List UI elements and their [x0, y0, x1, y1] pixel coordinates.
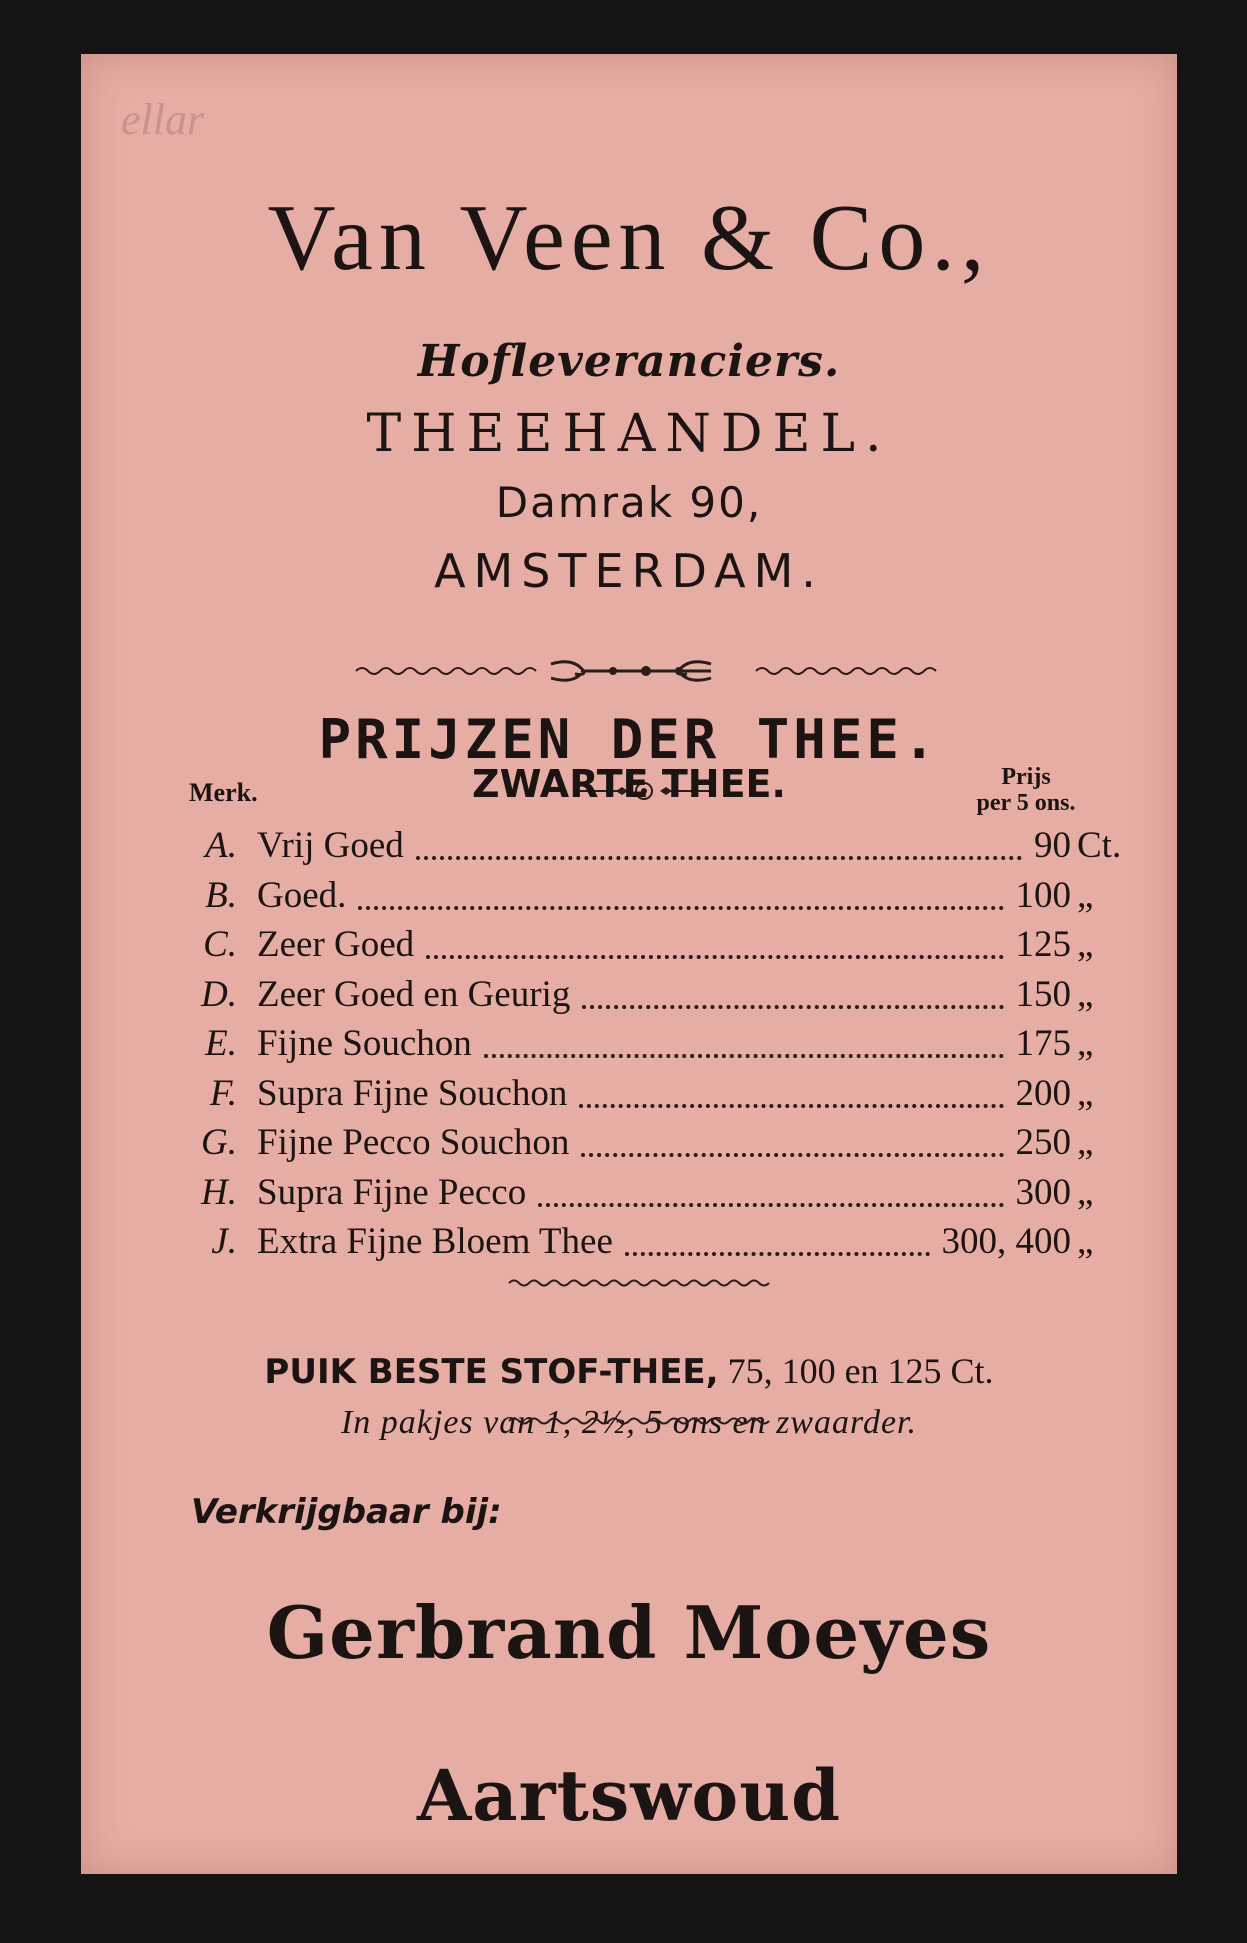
- table-row: [177, 824, 1167, 872]
- row-unit: „: [1077, 1023, 1094, 1064]
- row-name: Zeer Goed en Geurig: [257, 974, 571, 1015]
- row-unit: „: [1077, 1073, 1094, 1114]
- row-letter: A.: [205, 825, 237, 866]
- row-price: 175: [1015, 1023, 1071, 1064]
- row-price: 150: [1015, 974, 1071, 1015]
- price-header-line2: per 5 ons.: [976, 790, 1076, 816]
- company-name: Van Veen & Co.,: [267, 186, 991, 290]
- row-price: 200: [1015, 1073, 1071, 1114]
- pakjes-line: In pakjes van 1, 2½, 5 ons en zwaarder.: [340, 1404, 918, 1441]
- available-at-label: Verkrijgbaar bij:: [191, 1492, 502, 1532]
- table-row: [177, 1220, 1167, 1268]
- price-card: [81, 54, 1177, 1874]
- price-header: [951, 764, 1101, 816]
- table-row: [177, 973, 1167, 1021]
- row-unit: „: [1077, 924, 1094, 965]
- row-letter: E.: [205, 1023, 237, 1064]
- dot-leader: [426, 951, 1003, 959]
- dot-leader: [538, 1199, 1003, 1207]
- purveyor-line: Hofleveranciers.: [417, 336, 841, 387]
- wavy-rule-icon: [507, 1276, 777, 1290]
- table-row: [177, 1121, 1167, 1169]
- row-price: 250: [1015, 1122, 1071, 1163]
- street-address: Damrak 90,: [495, 478, 763, 527]
- section-header: ZWARTE THEE.: [472, 762, 786, 806]
- dot-leader: [582, 1001, 1003, 1009]
- shop-place: Aartswoud: [416, 1754, 842, 1837]
- row-unit: „: [1077, 875, 1094, 916]
- row-name: Fijne Pecco Souchon: [257, 1122, 570, 1163]
- row-letter: B.: [205, 875, 237, 916]
- dot-leader: [358, 902, 1003, 910]
- row-unit: „: [1077, 1122, 1094, 1163]
- price-title: PRIJZEN DER THEE.: [318, 708, 940, 771]
- row-name: Goed.: [257, 875, 347, 916]
- dot-leader: [625, 1248, 930, 1256]
- pencil-note: ellar: [121, 95, 205, 144]
- row-letter: G.: [201, 1122, 237, 1163]
- row-unit: Ct.: [1077, 825, 1122, 866]
- row-price: 100: [1015, 875, 1071, 916]
- dot-leader: [484, 1050, 1004, 1058]
- price-header-line1: Prijs: [1001, 764, 1051, 790]
- row-name: Zeer Goed: [257, 924, 415, 965]
- row-name: Extra Fijne Bloem Thee: [257, 1221, 613, 1262]
- row-name: Fijne Souchon: [257, 1023, 472, 1064]
- row-letter: D.: [201, 974, 237, 1015]
- table-row: [177, 874, 1167, 922]
- row-letter: J.: [211, 1221, 237, 1262]
- row-price: 300, 400: [941, 1221, 1071, 1262]
- table-row: [177, 923, 1167, 971]
- row-name: Supra Fijne Souchon: [257, 1073, 568, 1114]
- dot-leader: [579, 1100, 1003, 1108]
- row-price: 125: [1015, 924, 1071, 965]
- row-unit: „: [1077, 1221, 1094, 1262]
- table-row: [177, 1171, 1167, 1219]
- table-row: [177, 1022, 1167, 1070]
- row-price: 90: [1034, 825, 1071, 866]
- row-letter: F.: [209, 1073, 237, 1114]
- city-name: AMSTERDAM.: [434, 544, 824, 598]
- row-name: Vrij Goed: [257, 825, 404, 866]
- wavy-rule-icon-2: [507, 1414, 777, 1428]
- row-price: 300: [1015, 1172, 1071, 1213]
- row-name: Supra Fijne Pecco: [257, 1172, 527, 1213]
- stof-prices: 75, 100 en 125 Ct.: [727, 1351, 994, 1391]
- merk-header: Merk.: [189, 778, 258, 807]
- row-letter: H.: [201, 1172, 237, 1213]
- dot-leader: [581, 1149, 1003, 1157]
- stof-label: PUIK BESTE STOF-THEE,: [264, 1352, 719, 1392]
- trade-line: THEEHANDEL.: [366, 404, 892, 464]
- ornament-divider-icon: [351, 656, 941, 686]
- shop-name: Gerbrand Moeyes: [266, 1590, 992, 1675]
- table-row: [177, 1072, 1167, 1120]
- stof-thee-line: [81, 1350, 1177, 1392]
- row-unit: „: [1077, 1172, 1094, 1213]
- row-unit: „: [1077, 974, 1094, 1015]
- dot-leader: [416, 852, 1022, 860]
- row-letter: C.: [203, 924, 237, 965]
